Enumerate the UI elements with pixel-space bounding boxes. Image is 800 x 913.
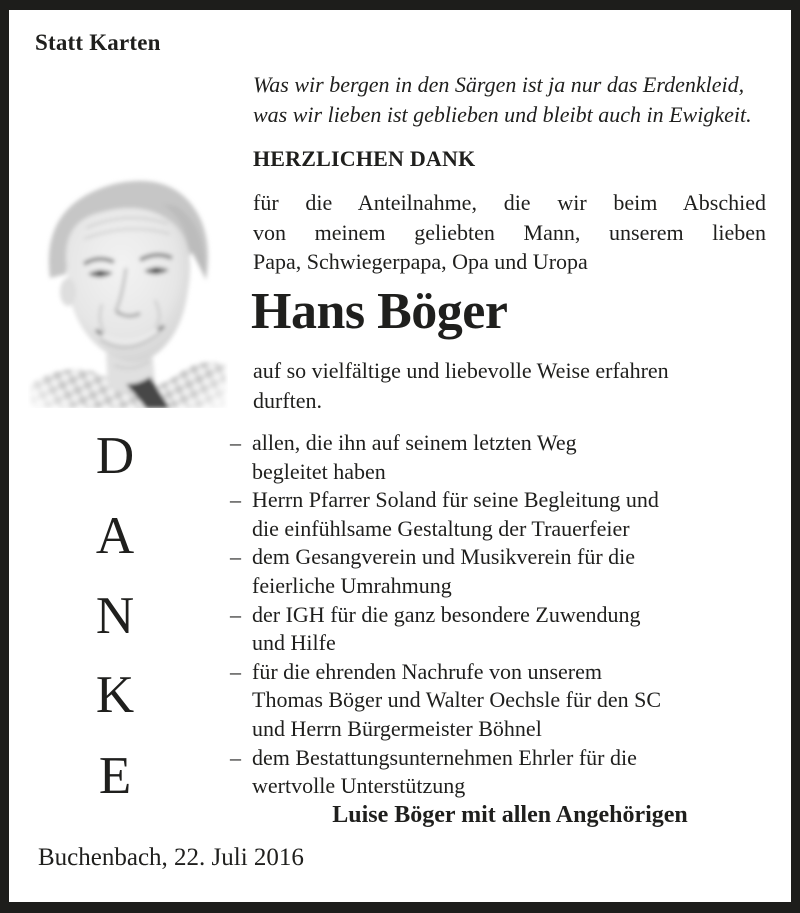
list-item-dash: – bbox=[230, 430, 241, 455]
list-item-dash: – bbox=[230, 601, 241, 627]
list-item-dash: – bbox=[230, 744, 241, 770]
danke-letter: E bbox=[98, 747, 132, 805]
memorial-quote bbox=[253, 70, 773, 130]
list-item-text: dem Gesangverein und Musikverein für die feierliche Umrahmung bbox=[252, 544, 636, 598]
danke-letter: D bbox=[95, 427, 135, 485]
dateline: Buchenbach, 22. Juli 2016 bbox=[38, 844, 304, 871]
list-item-dash: – bbox=[230, 487, 241, 513]
intro-paragraph bbox=[253, 188, 766, 277]
family-signature: Luise Böger mit allen Angehörigen bbox=[332, 802, 688, 828]
intro-line: Papa, Schwiegerpapa, Opa und Uropa bbox=[253, 249, 588, 274]
memorial-quote-line: was wir lieben ist geblieben und bleibt auch in Ewigkeit. bbox=[253, 102, 752, 127]
thanks-list bbox=[230, 429, 767, 801]
list-item bbox=[230, 429, 767, 486]
danke-letter: K bbox=[95, 666, 135, 724]
deceased-name: Hans Böger bbox=[251, 283, 508, 340]
list-item bbox=[230, 658, 767, 744]
notice-page bbox=[9, 10, 791, 902]
list-item-text: dem Bestattungsunternehmen Ehrler für die wertvolle Unterstützung bbox=[252, 744, 637, 799]
list-item-text: allen, die ihn auf seinem letzten Weg begleitet haben bbox=[252, 430, 577, 484]
list-item bbox=[230, 744, 767, 801]
list-item-text: der IGH für die ganz besondere Zuwendung und Hilfe bbox=[252, 601, 641, 656]
intro-continuation: auf so vielfältige und liebevolle Weise erfahren durften. bbox=[253, 358, 669, 413]
list-item-text: für die ehrenden Nachrufe von unserem Thomas Böger und Walter Oechsle für den SC und Herrn Bürgermeister Böhnel bbox=[252, 658, 662, 741]
list-item-text: Herrn Pfarrer Soland für seine Begleitung und die einfühlsame Gestaltung der Trauerfeier bbox=[252, 487, 659, 541]
list-item-dash: – bbox=[230, 544, 241, 570]
list-item bbox=[230, 601, 767, 658]
intro-line: für die Anteilnahme, die wir beim Abschied bbox=[253, 190, 766, 215]
memorial-quote-line: Was wir bergen in den Särgen ist ja nur das Erdenkleid, bbox=[253, 72, 745, 97]
thanks-heading: HERZLICHEN DANK bbox=[253, 146, 476, 171]
list-item bbox=[230, 486, 767, 543]
intro-line: von meinem geliebten Mann, unserem lieben bbox=[253, 219, 766, 245]
statt-karten-label: Statt Karten bbox=[35, 30, 161, 55]
vertical-danke-word bbox=[84, 10, 146, 902]
danke-letter: N bbox=[95, 587, 135, 645]
list-item bbox=[230, 543, 767, 600]
list-item-dash: – bbox=[230, 658, 241, 684]
danke-letter: A bbox=[95, 507, 135, 565]
